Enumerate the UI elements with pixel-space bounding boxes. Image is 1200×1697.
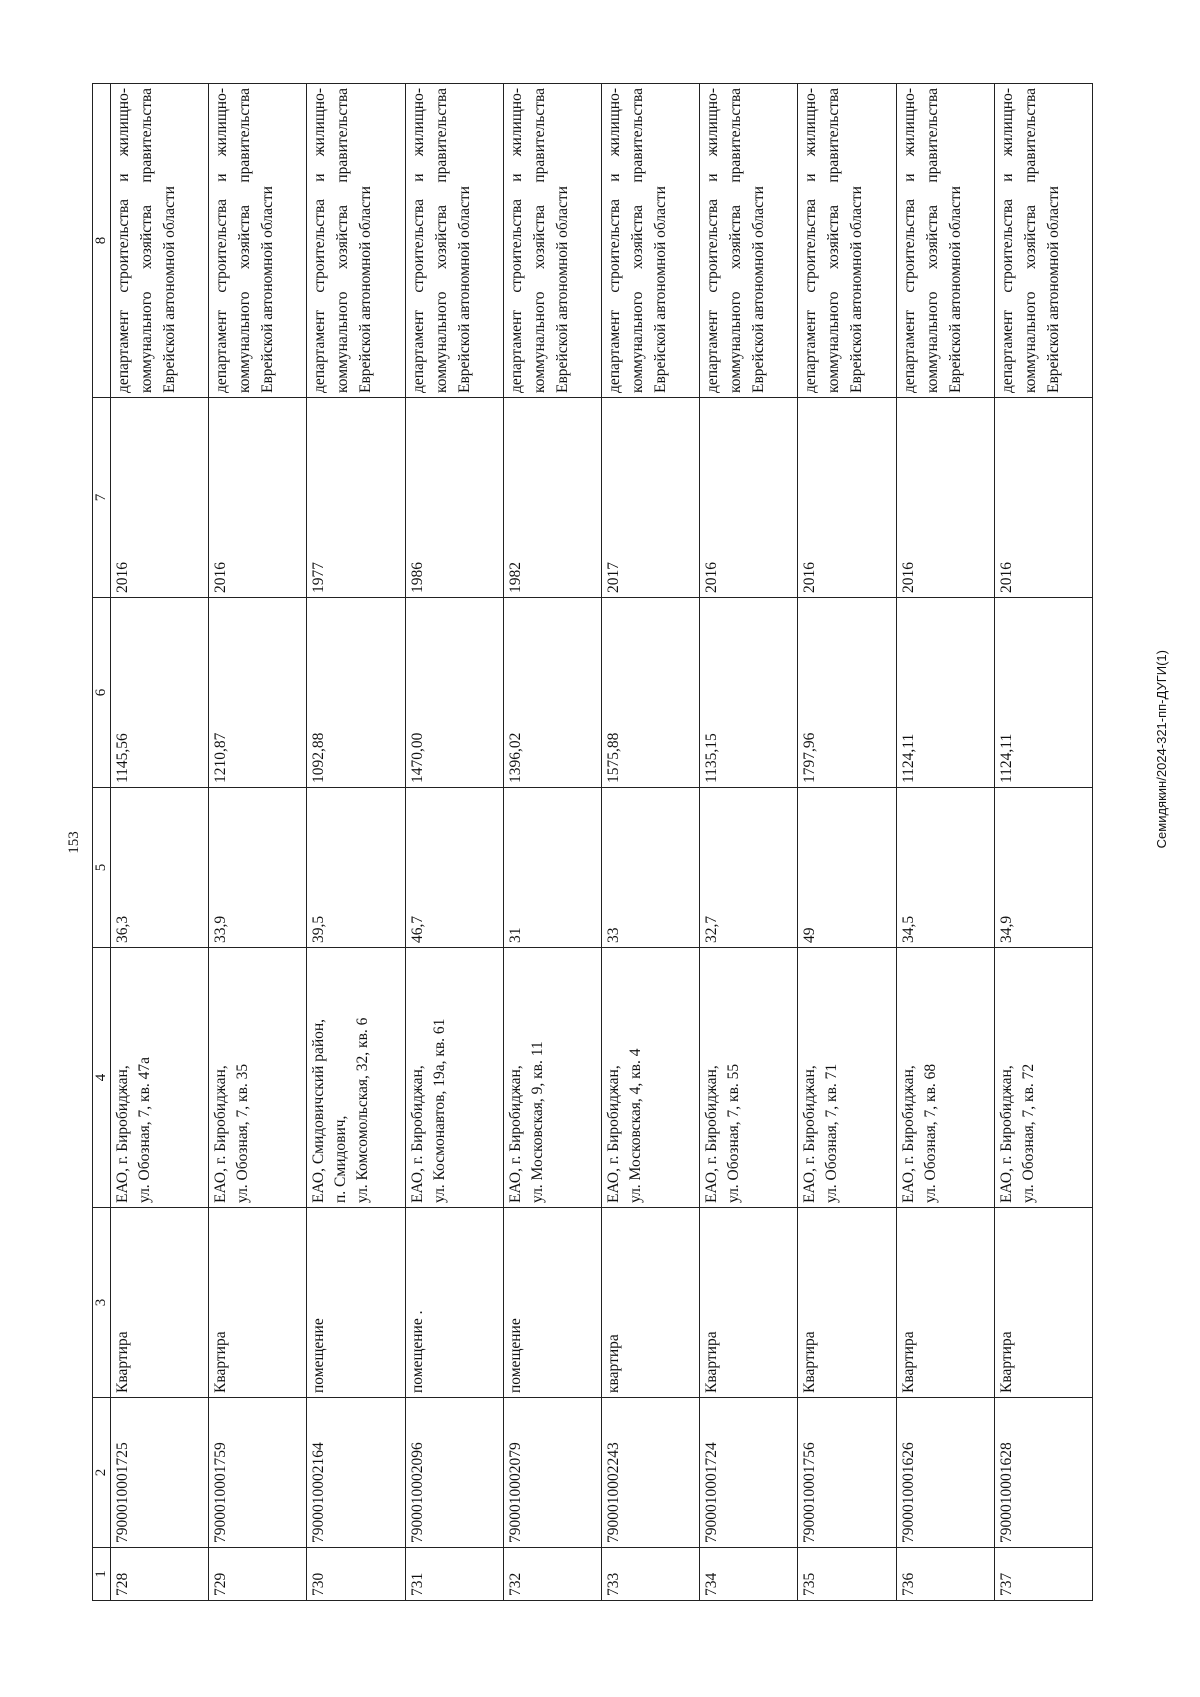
year-cell: 2016: [994, 398, 1092, 598]
area-cell: 46,7: [405, 788, 503, 948]
area-cell: 33,9: [209, 788, 307, 948]
owner-cell: департамент строительства и жилищно-коммунального хозяйства правительства Еврейской автономной области: [601, 84, 699, 398]
address-cell: [503, 948, 601, 1208]
owner-cell: департамент строительства и жилищно-коммунального хозяйства правительства Еврейской автономной области: [896, 84, 994, 398]
address-line: ул. Обозная, 7, кв. 68: [921, 1063, 939, 1203]
value-cell: 1575,88: [601, 598, 699, 788]
year-cell: 2016: [798, 398, 896, 598]
address-line: п. Смидович,: [332, 1115, 350, 1203]
value-cell: 1135,15: [700, 598, 798, 788]
row-number-cell: 732: [503, 1548, 601, 1601]
row-number-cell: 731: [405, 1548, 503, 1601]
column-header-4: 4: [93, 948, 111, 1208]
column-header-1: 1: [93, 1548, 111, 1601]
address-line: ЕАО, г. Биробиджан,: [997, 1065, 1015, 1203]
row-number-cell: 729: [209, 1548, 307, 1601]
table-body: [111, 84, 1093, 1601]
column-header-8: 8: [93, 84, 111, 398]
value-cell: 1124,11: [896, 598, 994, 788]
address-line: ул. Космонавтов, 19а, кв. 61: [430, 1018, 448, 1203]
address-line: ЕАО, г. Биробиджан,: [114, 1065, 131, 1203]
address-line: ул. Комсомольская, 32, кв. 6: [354, 1017, 372, 1203]
row-number-cell: 734: [700, 1548, 798, 1601]
table-row: [503, 84, 601, 1601]
address-line: ЕАО, г. Биробиджан,: [604, 1065, 622, 1203]
address-cell: [896, 948, 994, 1208]
registry-code-cell: 7900010001628: [994, 1398, 1092, 1548]
owner-cell: департамент строительства и жилищно-коммунального хозяйства правительства Еврейской автономной области: [700, 84, 798, 398]
owner-cell: департамент строительства и жилищно-коммунального хозяйства правительства Еврейской автономной области: [307, 84, 405, 398]
value-cell: 1145,56: [111, 598, 209, 788]
address-line: ЕАО, г. Биробиджан,: [899, 1065, 917, 1203]
address-line: ЕАО, г. Биробиджан,: [212, 1065, 230, 1203]
object-type-cell: помещение: [503, 1208, 601, 1398]
address-line: ул. Обозная, 7, кв. 72: [1019, 1063, 1037, 1203]
address-line: ЕАО, г. Биробиджан,: [408, 1065, 426, 1203]
value-cell: 1210,87: [209, 598, 307, 788]
column-header-5: 5: [93, 788, 111, 948]
owner-cell: департамент строительства и жилищно-коммунального хозяйства правительства Еврейской автономной области: [209, 84, 307, 398]
object-type-cell: Квартира: [111, 1208, 209, 1398]
area-cell: 49: [798, 788, 896, 948]
registry-code-cell: 7900010001724: [700, 1398, 798, 1548]
year-cell: 2016: [209, 398, 307, 598]
value-cell: 1797,96: [798, 598, 896, 788]
object-type-cell: квартира: [601, 1208, 699, 1398]
owner-cell: департамент строительства и жилищно-коммунального хозяйства правительства Еврейской автономной области: [503, 84, 601, 398]
table-row: [896, 84, 994, 1601]
address-line: ЕАО, Смидовичский район,: [310, 1018, 328, 1203]
value-cell: 1396,02: [503, 598, 601, 788]
object-type-cell: Квартира: [798, 1208, 896, 1398]
address-line: ул. Обозная, 7, кв. 71: [823, 1063, 841, 1203]
address-cell: [209, 948, 307, 1208]
address-cell: [798, 948, 896, 1208]
address-cell: [307, 948, 405, 1208]
value-cell: 1470,00: [405, 598, 503, 788]
address-line: ул. Обозная, 7, кв. 55: [725, 1063, 743, 1203]
owner-cell: департамент строительства и жилищно-коммунального хозяйства правительства Еврейской автономной области: [405, 84, 503, 398]
registry-code-cell: 7900010002243: [601, 1398, 699, 1548]
year-cell: 2017: [601, 398, 699, 598]
object-type-cell: Квартира: [209, 1208, 307, 1398]
address-cell: [700, 948, 798, 1208]
area-cell: 36,3: [111, 788, 209, 948]
page-number: 153: [66, 831, 82, 854]
document-code: Семидякин/2024-321-пп-ДУГИ(1): [1154, 650, 1169, 849]
row-number-cell: 733: [601, 1548, 699, 1601]
table-row: [209, 84, 307, 1601]
registry-code-cell: 7900010001759: [209, 1398, 307, 1548]
owner-cell: департамент строительства и жилищно-коммунального хозяйства правительства Еврейской автономной области: [798, 84, 896, 398]
address-cell: [111, 948, 209, 1208]
area-cell: 31: [503, 788, 601, 948]
table-row: [111, 84, 209, 1601]
object-type-cell: помещение: [307, 1208, 405, 1398]
year-cell: 1977: [307, 398, 405, 598]
registry-code-cell: 7900010002096: [405, 1398, 503, 1548]
area-cell: 34,5: [896, 788, 994, 948]
registry-code-cell: 7900010001626: [896, 1398, 994, 1548]
area-cell: 33: [601, 788, 699, 948]
table-row: [405, 84, 503, 1601]
address-cell: [601, 948, 699, 1208]
address-line: ЕАО, г. Биробиджан,: [506, 1065, 524, 1203]
table-row: [307, 84, 405, 1601]
year-cell: 2016: [896, 398, 994, 598]
object-type-cell: помещение .: [405, 1208, 503, 1398]
area-cell: 39,5: [307, 788, 405, 948]
column-header-7: 7: [93, 398, 111, 598]
value-cell: 1124,11: [994, 598, 1092, 788]
object-type-cell: Квартира: [994, 1208, 1092, 1398]
address-line: ул. Московская, 4, кв. 4: [626, 1048, 644, 1203]
year-cell: 1986: [405, 398, 503, 598]
address-cell: [994, 948, 1092, 1208]
registry-code-cell: 7900010001725: [111, 1398, 209, 1548]
row-number-cell: 737: [994, 1548, 1092, 1601]
object-type-cell: Квартира: [896, 1208, 994, 1398]
rotated-page-content: [66, 84, 1093, 1601]
table-row: [700, 84, 798, 1601]
column-header-6: 6: [93, 598, 111, 788]
address-cell: [405, 948, 503, 1208]
area-cell: 32,7: [700, 788, 798, 948]
table-row: [798, 84, 896, 1601]
header-row: [93, 84, 111, 1601]
value-cell: 1092,88: [307, 598, 405, 788]
address-line: ЕАО, г. Биробиджан,: [703, 1065, 721, 1203]
row-number-cell: 730: [307, 1548, 405, 1601]
year-cell: 2016: [700, 398, 798, 598]
registry-code-cell: 7900010002164: [307, 1398, 405, 1548]
year-cell: 1982: [503, 398, 601, 598]
column-header-2: 2: [93, 1398, 111, 1548]
address-line: ул. Обозная, 7, кв. 35: [234, 1063, 252, 1203]
row-number-cell: 736: [896, 1548, 994, 1601]
column-header-3: 3: [93, 1208, 111, 1398]
row-number-cell: 728: [111, 1548, 209, 1601]
owner-cell: департамент строительства и жилищно-коммунального хозяйства правительства Еврейской автономной области: [994, 84, 1092, 398]
address-line: ЕАО, г. Биробиджан,: [801, 1065, 819, 1203]
area-cell: 34,9: [994, 788, 1092, 948]
address-line: ул. Московская, 9, кв. 11: [528, 1041, 546, 1203]
property-table: [92, 83, 1093, 1601]
object-type-cell: Квартира: [700, 1208, 798, 1398]
owner-cell: департамент строительства и жилищно-коммунального хозяйства правительства Еврейской автономной области: [111, 84, 209, 398]
address-line: ул. Обозная, 7, кв. 47а: [136, 1056, 153, 1203]
registry-code-cell: 7900010001756: [798, 1398, 896, 1548]
row-number-cell: 735: [798, 1548, 896, 1601]
table-row: [994, 84, 1092, 1601]
year-cell: 2016: [111, 398, 209, 598]
table-row: [601, 84, 699, 1601]
registry-code-cell: 7900010002079: [503, 1398, 601, 1548]
footer: [1146, 0, 1178, 1697]
